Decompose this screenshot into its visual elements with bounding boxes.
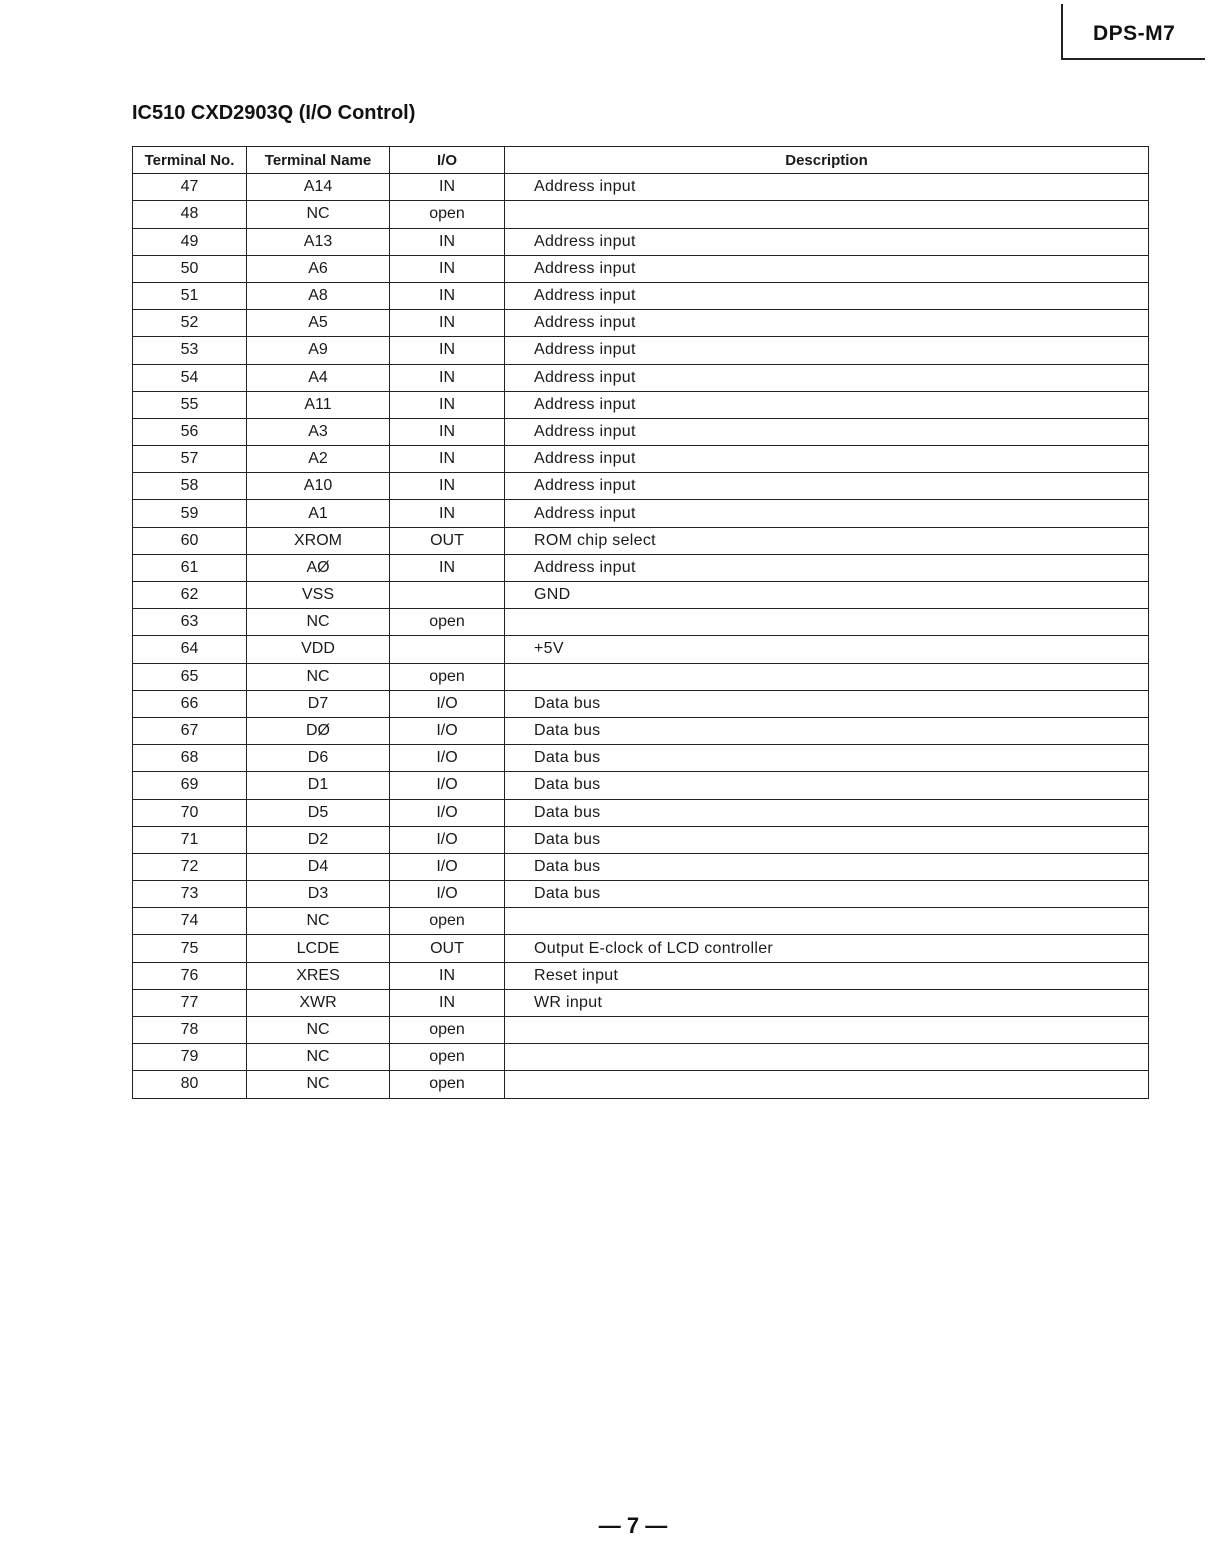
cell-io: IN	[390, 418, 505, 445]
cell-terminal-no: 57	[133, 446, 247, 473]
cell-description: WR input	[505, 989, 1149, 1016]
table-row	[133, 337, 1149, 364]
table-row	[133, 391, 1149, 418]
cell-terminal-name: NC	[247, 663, 390, 690]
page-number: — 7 —	[598, 1513, 668, 1538]
cell-description: Data bus	[505, 881, 1149, 908]
cell-terminal-name: A2	[247, 446, 390, 473]
table-row	[133, 989, 1149, 1016]
cell-terminal-no: 62	[133, 582, 247, 609]
cell-terminal-no: 53	[133, 337, 247, 364]
cell-description: Address input	[505, 500, 1149, 527]
table-row	[133, 772, 1149, 799]
cell-io: OUT	[390, 527, 505, 554]
cell-terminal-no: 72	[133, 853, 247, 880]
cell-description	[505, 1071, 1149, 1098]
table-row	[133, 446, 1149, 473]
cell-terminal-name: VSS	[247, 582, 390, 609]
cell-io: IN	[390, 228, 505, 255]
cell-terminal-no: 64	[133, 636, 247, 663]
table-row	[133, 418, 1149, 445]
cell-io: IN	[390, 554, 505, 581]
cell-io: IN	[390, 500, 505, 527]
cell-terminal-name: D5	[247, 799, 390, 826]
table-row	[133, 554, 1149, 581]
table-row	[133, 500, 1149, 527]
table-row	[133, 690, 1149, 717]
cell-description	[505, 201, 1149, 228]
cell-terminal-no: 47	[133, 174, 247, 201]
cell-terminal-name: NC	[247, 201, 390, 228]
cell-io: IN	[390, 364, 505, 391]
table-row	[133, 282, 1149, 309]
cell-terminal-name: A9	[247, 337, 390, 364]
cell-description	[505, 908, 1149, 935]
cell-terminal-no: 66	[133, 690, 247, 717]
cell-terminal-no: 61	[133, 554, 247, 581]
cell-description: Data bus	[505, 772, 1149, 799]
table-row	[133, 935, 1149, 962]
cell-io: OUT	[390, 935, 505, 962]
header-terminal-no: Terminal No.	[133, 147, 247, 174]
cell-description: Address input	[505, 282, 1149, 309]
cell-io: I/O	[390, 717, 505, 744]
cell-description: Address input	[505, 337, 1149, 364]
cell-terminal-no: 55	[133, 391, 247, 418]
cell-io	[390, 636, 505, 663]
cell-terminal-no: 51	[133, 282, 247, 309]
cell-terminal-no: 52	[133, 310, 247, 337]
table-row	[133, 582, 1149, 609]
cell-description: Address input	[505, 554, 1149, 581]
cell-terminal-name: A1	[247, 500, 390, 527]
table-row	[133, 1017, 1149, 1044]
cell-io: IN	[390, 310, 505, 337]
table-row	[133, 908, 1149, 935]
cell-description: Data bus	[505, 799, 1149, 826]
cell-terminal-no: 60	[133, 527, 247, 554]
header-terminal-name: Terminal Name	[247, 147, 390, 174]
cell-terminal-name: A6	[247, 255, 390, 282]
cell-description: Address input	[505, 473, 1149, 500]
cell-io: open	[390, 1071, 505, 1098]
cell-io: I/O	[390, 799, 505, 826]
cell-terminal-name: A14	[247, 174, 390, 201]
table-row	[133, 826, 1149, 853]
cell-terminal-name: A10	[247, 473, 390, 500]
cell-terminal-name: D7	[247, 690, 390, 717]
cell-terminal-name: XWR	[247, 989, 390, 1016]
cell-description: Reset input	[505, 962, 1149, 989]
cell-terminal-no: 75	[133, 935, 247, 962]
cell-io: IN	[390, 989, 505, 1016]
cell-description: Output E-clock of LCD controller	[505, 935, 1149, 962]
cell-terminal-no: 50	[133, 255, 247, 282]
cell-terminal-name: D1	[247, 772, 390, 799]
cell-terminal-name: AØ	[247, 554, 390, 581]
cell-description: Address input	[505, 255, 1149, 282]
cell-io: I/O	[390, 772, 505, 799]
cell-terminal-no: 74	[133, 908, 247, 935]
cell-description: GND	[505, 582, 1149, 609]
cell-terminal-no: 73	[133, 881, 247, 908]
cell-terminal-no: 69	[133, 772, 247, 799]
cell-io: open	[390, 201, 505, 228]
cell-terminal-name: D3	[247, 881, 390, 908]
table-row	[133, 799, 1149, 826]
model-label: DPS-M7	[1093, 22, 1176, 45]
cell-description: Address input	[505, 446, 1149, 473]
table-row	[133, 717, 1149, 744]
cell-description: Data bus	[505, 717, 1149, 744]
table-row	[133, 310, 1149, 337]
cell-terminal-no: 58	[133, 473, 247, 500]
cell-terminal-name: A4	[247, 364, 390, 391]
cell-terminal-name: XROM	[247, 527, 390, 554]
cell-terminal-no: 68	[133, 745, 247, 772]
cell-terminal-no: 79	[133, 1044, 247, 1071]
table-row	[133, 663, 1149, 690]
cell-terminal-name: A13	[247, 228, 390, 255]
cell-description	[505, 663, 1149, 690]
cell-terminal-name: A3	[247, 418, 390, 445]
cell-io: open	[390, 609, 505, 636]
table-row	[133, 609, 1149, 636]
cell-io: I/O	[390, 826, 505, 853]
cell-terminal-name: NC	[247, 1044, 390, 1071]
cell-io: open	[390, 1044, 505, 1071]
table-row	[133, 174, 1149, 201]
table-row	[133, 1071, 1149, 1098]
table-row	[133, 962, 1149, 989]
cell-io: IN	[390, 174, 505, 201]
cell-io: IN	[390, 255, 505, 282]
cell-terminal-no: 71	[133, 826, 247, 853]
cell-io: IN	[390, 473, 505, 500]
table-row	[133, 853, 1149, 880]
table-row	[133, 255, 1149, 282]
cell-description	[505, 1044, 1149, 1071]
cell-terminal-name: XRES	[247, 962, 390, 989]
cell-description: Data bus	[505, 745, 1149, 772]
cell-io: I/O	[390, 881, 505, 908]
cell-io: open	[390, 908, 505, 935]
cell-terminal-no: 70	[133, 799, 247, 826]
cell-terminal-name: A11	[247, 391, 390, 418]
table-header-row	[133, 147, 1149, 174]
header-description: Description	[505, 147, 1149, 174]
cell-terminal-no: 63	[133, 609, 247, 636]
cell-terminal-name: VDD	[247, 636, 390, 663]
cell-terminal-no: 48	[133, 201, 247, 228]
cell-description: Data bus	[505, 690, 1149, 717]
table-row	[133, 881, 1149, 908]
table-row	[133, 201, 1149, 228]
cell-terminal-no: 80	[133, 1071, 247, 1098]
cell-terminal-name: NC	[247, 908, 390, 935]
cell-description: Address input	[505, 418, 1149, 445]
cell-io: IN	[390, 446, 505, 473]
cell-description: Data bus	[505, 853, 1149, 880]
cell-description	[505, 1017, 1149, 1044]
cell-terminal-name: DØ	[247, 717, 390, 744]
cell-terminal-name: NC	[247, 609, 390, 636]
cell-io: open	[390, 1017, 505, 1044]
cell-terminal-no: 76	[133, 962, 247, 989]
cell-io: IN	[390, 337, 505, 364]
pin-table-body	[133, 174, 1149, 1098]
cell-description: Address input	[505, 174, 1149, 201]
cell-terminal-name: D6	[247, 745, 390, 772]
cell-io: I/O	[390, 690, 505, 717]
table-row	[133, 1044, 1149, 1071]
cell-terminal-name: NC	[247, 1071, 390, 1098]
cell-terminal-name: LCDE	[247, 935, 390, 962]
cell-io: I/O	[390, 853, 505, 880]
cell-io	[390, 582, 505, 609]
header-io: I/O	[390, 147, 505, 174]
table-row	[133, 527, 1149, 554]
cell-description	[505, 609, 1149, 636]
model-header-box	[1061, 4, 1205, 60]
cell-terminal-no: 67	[133, 717, 247, 744]
cell-description: Address input	[505, 364, 1149, 391]
cell-description: ROM chip select	[505, 527, 1149, 554]
cell-terminal-no: 54	[133, 364, 247, 391]
cell-terminal-name: NC	[247, 1017, 390, 1044]
cell-io: IN	[390, 282, 505, 309]
table-row	[133, 364, 1149, 391]
cell-io: IN	[390, 962, 505, 989]
cell-io: open	[390, 663, 505, 690]
cell-description: Address input	[505, 310, 1149, 337]
section-title: IC510 CXD2903Q (I/O Control)	[132, 102, 416, 124]
cell-description: Data bus	[505, 826, 1149, 853]
cell-description: +5V	[505, 636, 1149, 663]
cell-description: Address input	[505, 391, 1149, 418]
cell-terminal-name: A8	[247, 282, 390, 309]
cell-io: I/O	[390, 745, 505, 772]
cell-terminal-no: 78	[133, 1017, 247, 1044]
cell-terminal-no: 77	[133, 989, 247, 1016]
table-row	[133, 636, 1149, 663]
cell-terminal-no: 65	[133, 663, 247, 690]
pin-table	[132, 146, 1149, 1099]
table-row	[133, 473, 1149, 500]
cell-terminal-name: D4	[247, 853, 390, 880]
cell-terminal-no: 56	[133, 418, 247, 445]
cell-terminal-no: 59	[133, 500, 247, 527]
table-row	[133, 745, 1149, 772]
cell-terminal-name: D2	[247, 826, 390, 853]
cell-terminal-no: 49	[133, 228, 247, 255]
cell-description: Address input	[505, 228, 1149, 255]
table-row	[133, 228, 1149, 255]
cell-terminal-name: A5	[247, 310, 390, 337]
cell-io: IN	[390, 391, 505, 418]
